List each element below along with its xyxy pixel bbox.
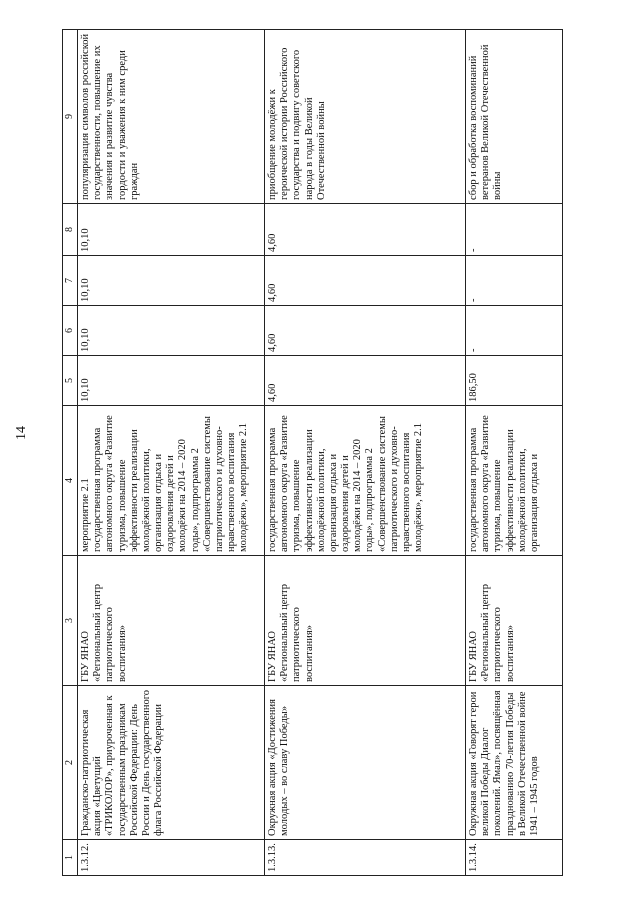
amount-col8: - xyxy=(466,204,563,256)
column-number: 8 xyxy=(63,204,78,256)
table-row xyxy=(466,30,563,876)
event-name: Окружная акция «Достижения молодых – во славу Победы» xyxy=(265,686,466,840)
column-number: 3 xyxy=(63,556,78,686)
funding-source: мероприятие 2.1 государственная программа автономного округа «Развитие туризма, повышение эффективности реализации молодёжной политики, организация отдыха и оздоровления детей и молодёжи на 2014 – 2020 годы», подпрограмма 2 «Совершенствование системы патриотического и духовно-нравственного воспитания молодёжи», мероприятие 2.1 xyxy=(78,406,265,556)
column-number: 9 xyxy=(63,30,78,204)
column-number: 2 xyxy=(63,686,78,840)
column-number: 1 xyxy=(63,840,78,876)
expected-result: популяризация символов российской государственности, повышение их значения и развитие чувства гордости и уважения к ним среди граждан xyxy=(78,30,265,204)
page-number: 14 xyxy=(14,426,29,440)
executor: ГБУ ЯНАО «Региональный центр патриотического воспитания» xyxy=(466,556,563,686)
amount-col6: 4,60 xyxy=(265,306,466,356)
column-number: 6 xyxy=(63,306,78,356)
amount-col6: 10,10 xyxy=(78,306,265,356)
column-number: 4 xyxy=(63,406,78,556)
column-number: 7 xyxy=(63,256,78,306)
program-table xyxy=(62,29,563,876)
event-name: Окружная акция «Говорят герои великой Победы Диалог поколений. Ямал», посвящённая празднованию 70-летия Победы в Великой Отечественной войне 1941 – 1945 годов xyxy=(466,686,563,840)
executor: ГБУ ЯНАО «Региональный центр патриотического воспитания» xyxy=(78,556,265,686)
amount-col5: 186,50 xyxy=(466,356,563,406)
amount-col7: 10,10 xyxy=(78,256,265,306)
expected-result: приобщение молодёжи к героической истории Российского государства и подвигу советского народа в годы Великой Отечественной войны xyxy=(265,30,466,204)
amount-col8: 4,60 xyxy=(265,204,466,256)
rotated-table-wrapper xyxy=(62,30,562,876)
amount-col8: 10,10 xyxy=(78,204,265,256)
amount-col6: - xyxy=(466,306,563,356)
expected-result: сбор и обработка воспоминаний ветеранов Великой Отечественной войны xyxy=(466,30,563,204)
table-row xyxy=(265,30,466,876)
row-number: 1.3.14. xyxy=(466,840,563,876)
column-number-row xyxy=(63,30,78,876)
amount-col7: - xyxy=(466,256,563,306)
funding-source: государственная программа автономного округа «Развитие туризма, повышение эффективности реализации молодёжной политики, организация отдыха и xyxy=(466,406,563,556)
amount-col7: 4,60 xyxy=(265,256,466,306)
row-number: 1.3.12. xyxy=(78,840,265,876)
amount-col5: 10,10 xyxy=(78,356,265,406)
table-row xyxy=(78,30,265,876)
amount-col5: 4,60 xyxy=(265,356,466,406)
row-number: 1.3.13. xyxy=(265,840,466,876)
funding-source: государственная программа автономного округа «Развитие туризма, повышение эффективности реализации молодёжной политики, организация отдыха и оздоровления детей и молодёжи на 2014 – 2020 годы», подпрограмма 2 «Совершенствование системы патриотического и духовно-нравственного воспитания молодёжи», мероприятие 2.1 xyxy=(265,406,466,556)
executor: ГБУ ЯНАО «Региональный центр патриотического воспитания» xyxy=(265,556,466,686)
event-name: Гражданско-патриотическая акция «Цветущий «ТРИКОЛОР», приуроченная к государственным праздникам Российской Федерации: День России и День государственного флага Российской Федерации xyxy=(78,686,265,840)
column-number: 5 xyxy=(63,356,78,406)
